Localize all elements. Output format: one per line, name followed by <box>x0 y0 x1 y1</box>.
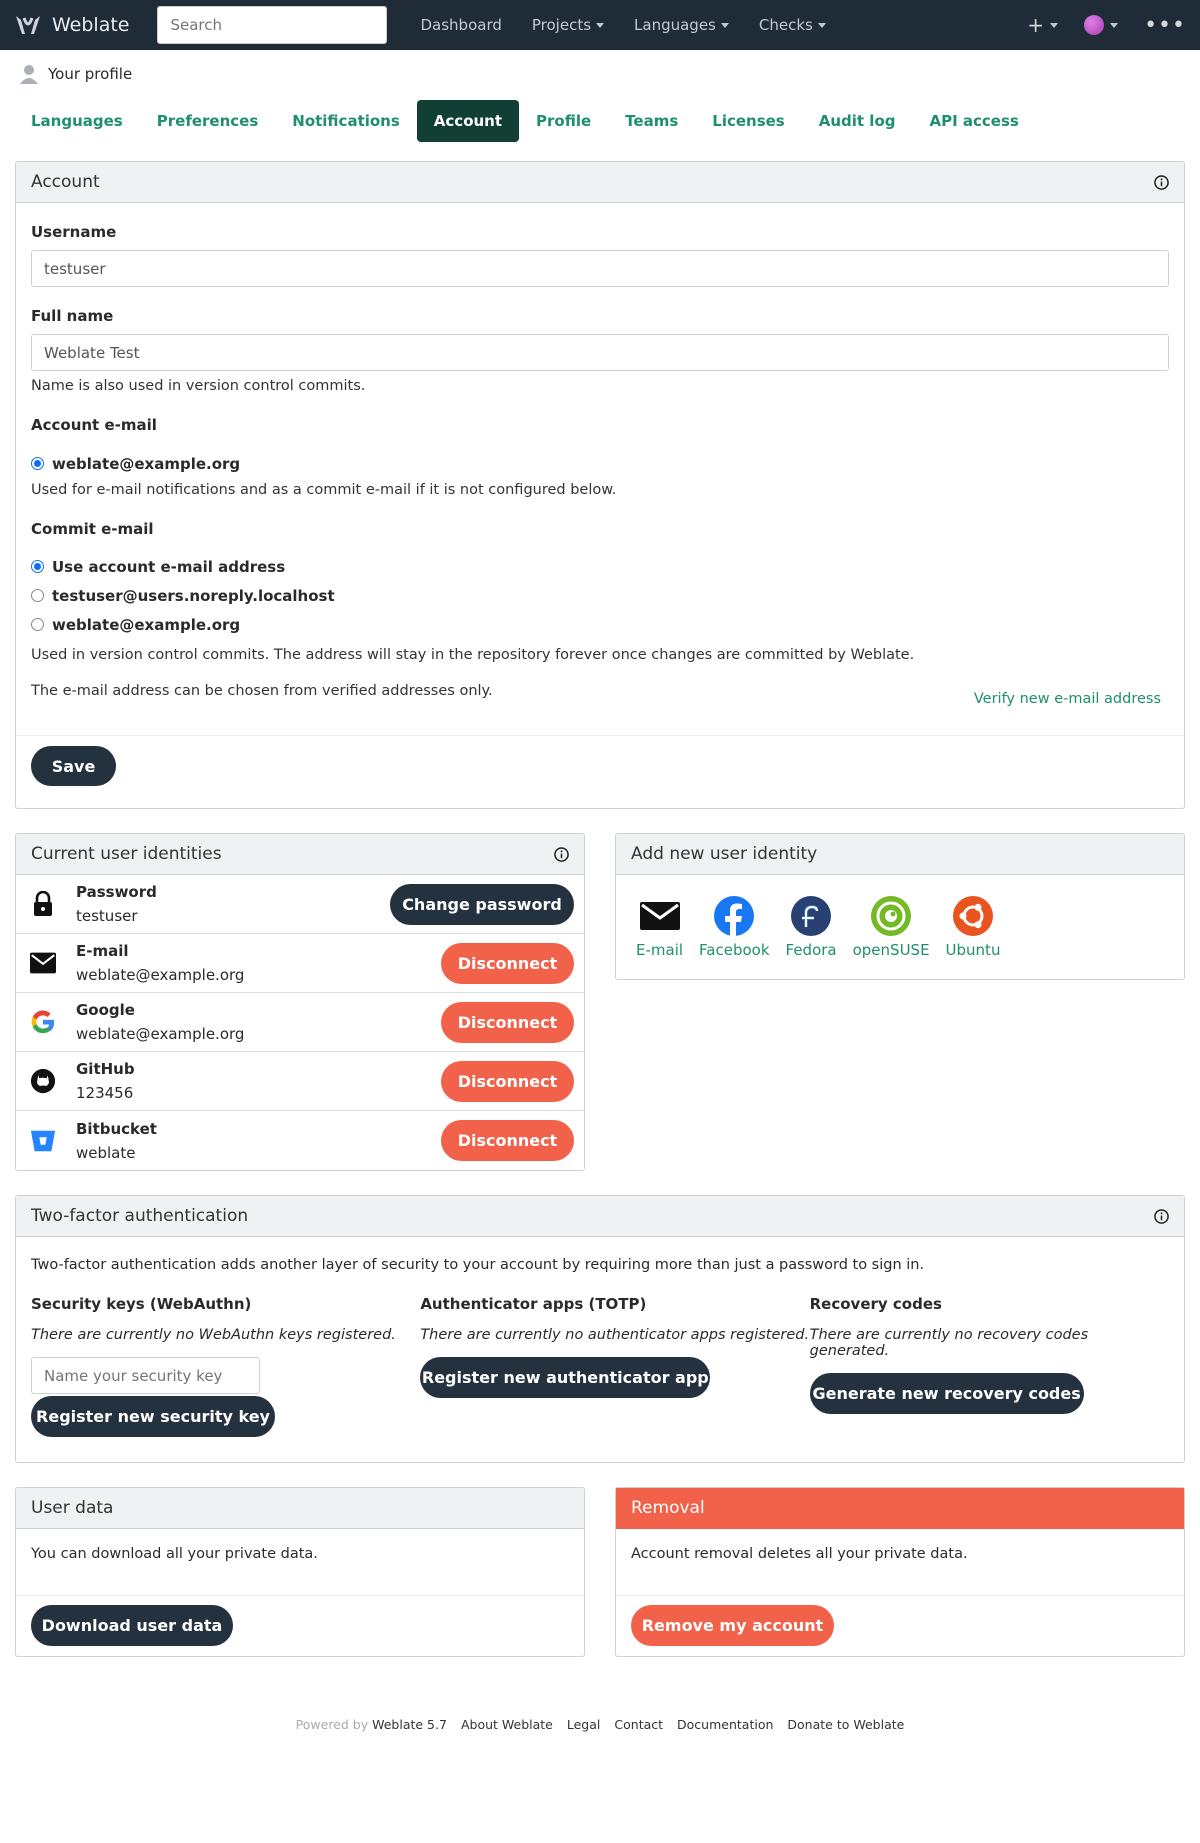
google-icon <box>30 1009 56 1035</box>
identity-name: E-mail <box>76 942 129 960</box>
recovery-section <box>810 1295 1169 1437</box>
nav-projects-label: Projects <box>531 16 592 34</box>
lock-icon <box>30 891 56 917</box>
removal-text: Account removal deletes all your private data. <box>631 1546 968 1562</box>
userdata-text: You can download all your private data. <box>31 1546 318 1562</box>
footer-donate-link[interactable]: Donate to Weblate <box>787 1717 905 1732</box>
tab-languages[interactable]: Languages <box>31 112 123 130</box>
ubuntu-icon <box>952 895 994 937</box>
identity-row-password <box>16 875 584 934</box>
panel-title: Current user identities <box>31 844 222 864</box>
identity-name: Password <box>76 883 157 901</box>
tab-api-access[interactable]: API access <box>929 112 1019 130</box>
userdata-panel-heading <box>16 1488 584 1529</box>
nav-languages-label: Languages <box>634 16 716 34</box>
totp-section <box>420 1295 809 1437</box>
provider-label: openSUSE <box>852 941 930 959</box>
chevron-down-icon <box>1050 23 1058 28</box>
chevron-down-icon <box>818 23 826 28</box>
account-panel-heading <box>16 162 1184 203</box>
verify-email-link[interactable]: Verify new e-mail address <box>973 691 1161 707</box>
email-option-label: weblate@example.org <box>52 454 241 473</box>
provider-label: Ubuntu <box>945 941 1001 959</box>
radio-button[interactable] <box>31 457 44 470</box>
footer-legal-link[interactable]: Legal <box>566 1717 601 1732</box>
fullname-help: Name is also used in version control commits. <box>31 378 366 394</box>
panel-title: Two-factor authentication <box>31 1206 249 1226</box>
provider-list <box>616 875 1184 979</box>
provider-ubuntu[interactable] <box>946 895 1001 959</box>
userdata-panel-footer <box>16 1595 584 1655</box>
profile-tabs <box>0 98 1200 144</box>
more-menu-icon[interactable]: ••• <box>1144 12 1186 38</box>
github-icon <box>30 1068 56 1094</box>
footer-about-link[interactable]: About Weblate <box>460 1717 553 1732</box>
provider-email[interactable] <box>636 895 683 959</box>
opensuse-icon <box>870 895 912 937</box>
change-password-button[interactable]: Change password <box>390 884 574 925</box>
breadcrumb <box>0 50 1200 88</box>
chevron-down-icon <box>721 23 729 28</box>
commit-email-label: Commit e-mail <box>31 520 154 538</box>
info-icon[interactable] <box>1154 1209 1169 1224</box>
webauthn-label: Security keys (WebAuthn) <box>31 1295 252 1313</box>
provider-fedora[interactable] <box>786 895 837 959</box>
identity-value: weblate@example.org <box>76 1025 245 1043</box>
disconnect-google-button[interactable]: Disconnect <box>441 1002 574 1043</box>
user-menu[interactable] <box>1084 15 1118 35</box>
radio-button[interactable] <box>31 618 44 631</box>
commit-radio-email[interactable] <box>31 610 1169 639</box>
panel-title: Removal <box>631 1498 705 1518</box>
removal-panel-footer <box>616 1595 1184 1655</box>
powered-by-text: Powered by <box>295 1717 369 1732</box>
disconnect-email-button[interactable]: Disconnect <box>441 943 574 984</box>
add-menu[interactable] <box>1027 13 1058 37</box>
identity-list <box>16 875 584 1170</box>
identities-panel-heading <box>16 834 584 875</box>
tab-account[interactable]: Account <box>417 100 519 142</box>
provider-label: Facebook <box>699 941 770 959</box>
webauthn-section <box>31 1295 420 1437</box>
nav-checks-label: Checks <box>758 16 813 34</box>
commit-option-label: Use account e-mail address <box>52 557 286 576</box>
info-icon[interactable] <box>554 847 569 862</box>
email-help: Used for e-mail notifications and as a commit e-mail if it is not configured below. <box>31 482 617 498</box>
brand-name: Weblate <box>52 14 130 36</box>
panel-title: Add new user identity <box>631 844 818 864</box>
identity-value: weblate@example.org <box>76 966 245 984</box>
generate-recovery-codes-button[interactable]: Generate new recovery codes <box>810 1373 1084 1414</box>
twofactor-intro: Two-factor authentication adds another layer of security to your account by requiring more than just a password to sign in. <box>31 1257 925 1273</box>
identity-row-github <box>16 1052 584 1111</box>
panel-title: Account <box>31 172 100 192</box>
email-label: Account e-mail <box>31 416 157 434</box>
email-icon <box>639 895 681 937</box>
identity-name: Google <box>76 1001 135 1019</box>
download-user-data-button[interactable]: Download user data <box>31 1605 233 1646</box>
nav-projects[interactable] <box>532 16 604 34</box>
add-identity-panel <box>615 833 1185 980</box>
username-label: Username <box>31 223 117 241</box>
remove-account-button[interactable]: Remove my account <box>631 1605 834 1646</box>
weblate-logo-icon <box>14 14 42 36</box>
tab-teams[interactable]: Teams <box>625 112 679 130</box>
tab-notifications[interactable]: Notifications <box>292 112 400 130</box>
commit-radio-noreply[interactable] <box>31 581 1169 610</box>
twofactor-panel <box>15 1195 1185 1463</box>
tab-profile[interactable]: Profile <box>536 112 592 130</box>
identity-value: testuser <box>76 907 138 925</box>
twofactor-panel-heading <box>16 1196 1184 1237</box>
identity-name: Bitbucket <box>76 1119 157 1138</box>
facebook-icon <box>713 895 755 937</box>
radio-button[interactable] <box>31 589 44 602</box>
weblate-version-link[interactable]: Weblate 5.7 <box>372 1717 447 1732</box>
provider-opensuse[interactable] <box>853 895 930 959</box>
provider-label: Fedora <box>785 941 837 959</box>
chevron-down-icon <box>1110 23 1118 28</box>
commit-radio-account[interactable] <box>31 552 1169 581</box>
identity-row-email <box>16 934 584 993</box>
footer-documentation-link[interactable]: Documentation <box>677 1717 774 1732</box>
commit-option-label: weblate@example.org <box>52 615 241 634</box>
fedora-icon <box>790 895 832 937</box>
email-radio[interactable] <box>31 449 1169 478</box>
plus-icon: + <box>1027 13 1045 37</box>
brand[interactable] <box>14 14 129 36</box>
person-icon <box>20 64 38 84</box>
nav-checks[interactable] <box>759 16 826 34</box>
search-input[interactable] <box>157 6 387 44</box>
nav-languages[interactable] <box>634 16 729 34</box>
identities-panel <box>15 833 585 1171</box>
breadcrumb-label: Your profile <box>48 65 133 83</box>
register-authenticator-app-button[interactable]: Register new authenticator app <box>420 1357 710 1398</box>
tab-audit-log[interactable]: Audit log <box>818 112 896 130</box>
username-field[interactable] <box>31 250 1169 287</box>
account-panel <box>15 161 1185 809</box>
account-panel-footer <box>16 735 1184 796</box>
totp-empty: There are currently no authenticator apps registered. <box>420 1327 810 1343</box>
footer <box>0 1717 1200 1732</box>
info-icon[interactable] <box>1154 175 1169 190</box>
radio-button[interactable] <box>31 560 44 573</box>
identity-name: GitHub <box>76 1060 135 1078</box>
removal-panel <box>615 1487 1185 1657</box>
save-button[interactable]: Save <box>31 746 116 786</box>
chevron-down-icon <box>596 23 604 28</box>
provider-label: E-mail <box>636 941 684 959</box>
disconnect-github-button[interactable]: Disconnect <box>441 1061 574 1102</box>
avatar <box>1084 15 1104 35</box>
security-key-name-input[interactable] <box>31 1357 260 1394</box>
provider-facebook[interactable] <box>699 895 769 959</box>
removal-panel-heading <box>616 1488 1184 1529</box>
register-security-key-button[interactable]: Register new security key <box>31 1396 275 1437</box>
identity-row-bitbucket <box>16 1111 584 1170</box>
tab-licenses[interactable]: Licenses <box>712 112 785 130</box>
panel-title: User data <box>31 1498 114 1518</box>
nav-dashboard-label: Dashboard <box>420 16 502 34</box>
recovery-label: Recovery codes <box>809 1295 942 1313</box>
userdata-panel <box>15 1487 585 1657</box>
identity-value: 123456 <box>76 1084 134 1102</box>
totp-label: Authenticator apps (TOTP) <box>420 1295 647 1313</box>
top-navbar <box>0 0 1200 50</box>
nav-dashboard[interactable] <box>420 16 501 34</box>
bitbucket-icon <box>30 1128 56 1154</box>
disconnect-bitbucket-button[interactable]: Disconnect <box>441 1120 574 1161</box>
add-identity-panel-heading <box>616 834 1184 875</box>
fullname-label: Full name <box>31 307 114 325</box>
email-icon <box>30 950 56 976</box>
fullname-field[interactable] <box>31 334 1169 371</box>
footer-contact-link[interactable]: Contact <box>614 1717 664 1732</box>
recovery-empty: There are currently no recovery codes generated. <box>809 1327 1089 1359</box>
tab-preferences[interactable]: Preferences <box>156 112 259 130</box>
commit-option-label: testuser@users.noreply.localhost <box>52 586 335 605</box>
webauthn-empty: There are currently no WebAuthn keys registered. <box>31 1327 396 1343</box>
verified-help: The e-mail address can be chosen from verified addresses only. <box>31 683 493 699</box>
identity-value: weblate <box>76 1143 136 1162</box>
identity-row-google <box>16 993 584 1052</box>
commit-help: Used in version control commits. The address will stay in the repository forever once changes are committed by Weblate. <box>31 647 915 663</box>
